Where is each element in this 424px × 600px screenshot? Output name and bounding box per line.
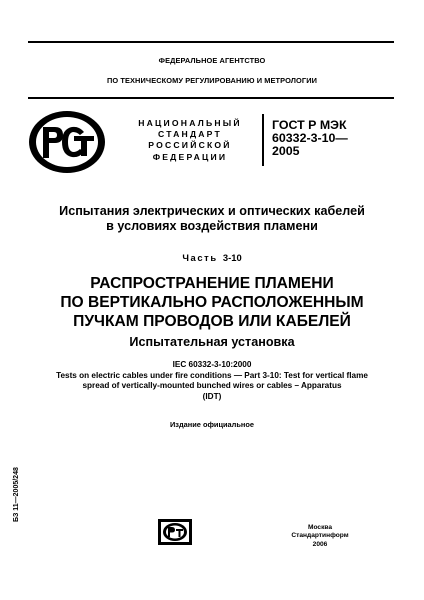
edition-label: Издание официальное — [169, 420, 254, 429]
standard-designation — [272, 119, 348, 158]
national-standard-line-3: РОССИЙСКОЙ — [148, 140, 232, 151]
publisher-name: Стандартинформ — [291, 532, 349, 540]
publisher-logo-icon — [158, 519, 192, 545]
agency-line-1: ФЕДЕРАЛЬНОЕ АГЕНТСТВО — [158, 56, 266, 65]
title-line-1: Испытания электрических и оптических кабелей — [59, 204, 365, 218]
national-standard-block — [120, 118, 260, 163]
part-word: Часть — [182, 252, 218, 263]
part-label — [0, 252, 424, 263]
top-rule — [28, 41, 394, 43]
publisher-city: Москва — [307, 524, 333, 531]
designation-line-3: 2005 — [272, 144, 300, 158]
side-note: БЗ 11—2005/248 — [13, 467, 20, 522]
iec-line-3: (IDT) — [202, 391, 222, 401]
document-title — [0, 204, 424, 234]
publisher-year: 2006 — [312, 540, 328, 548]
designation-line-1: ГОСТ Р МЭК — [272, 118, 347, 132]
agency-line-2: ПО ТЕХНИЧЕСКОМУ РЕГУЛИРОВАНИЮ И МЕТРОЛОГИИ — [106, 76, 318, 85]
national-standard-line-1: НАЦИОНАЛЬНЫЙ — [138, 118, 242, 128]
main-title — [0, 274, 424, 331]
iec-line-1: Tests on electric cables under fire conditions — Part 3-10: Test for vertical flame — [56, 370, 368, 380]
designation-line-2: 60332-3-10— — [272, 131, 348, 145]
national-standard-line-4: ФЕДЕРАЦИИ — [152, 151, 228, 162]
main-title-line-2: ПО ВЕРТИКАЛЬНО РАСПОЛОЖЕННЫМ — [60, 294, 364, 311]
main-title-line-1: РАСПРОСТРАНЕНИЕ ПЛАМЕНИ — [90, 275, 334, 292]
national-standard-line-2: СТАНДАРТ — [158, 129, 222, 140]
main-title-line-3: ПУЧКАМ ПРОВОДОВ ИЛИ КАБЕЛЕЙ — [73, 313, 351, 330]
subtitle: Испытательная установка — [129, 335, 295, 349]
publisher-block — [270, 524, 370, 549]
iec-line-2: spread of vertically-mounted bunched wires or cables – Apparatus — [82, 381, 342, 391]
header-rule — [28, 97, 394, 99]
gost-logo-icon — [28, 110, 106, 174]
part-number: 3-10 — [222, 252, 242, 263]
iec-reference: IEC 60332-3-10:2000 — [172, 360, 252, 369]
title-line-2: в условиях воздействия пламени — [106, 219, 318, 233]
iec-block — [0, 360, 424, 402]
vertical-divider — [262, 114, 264, 166]
